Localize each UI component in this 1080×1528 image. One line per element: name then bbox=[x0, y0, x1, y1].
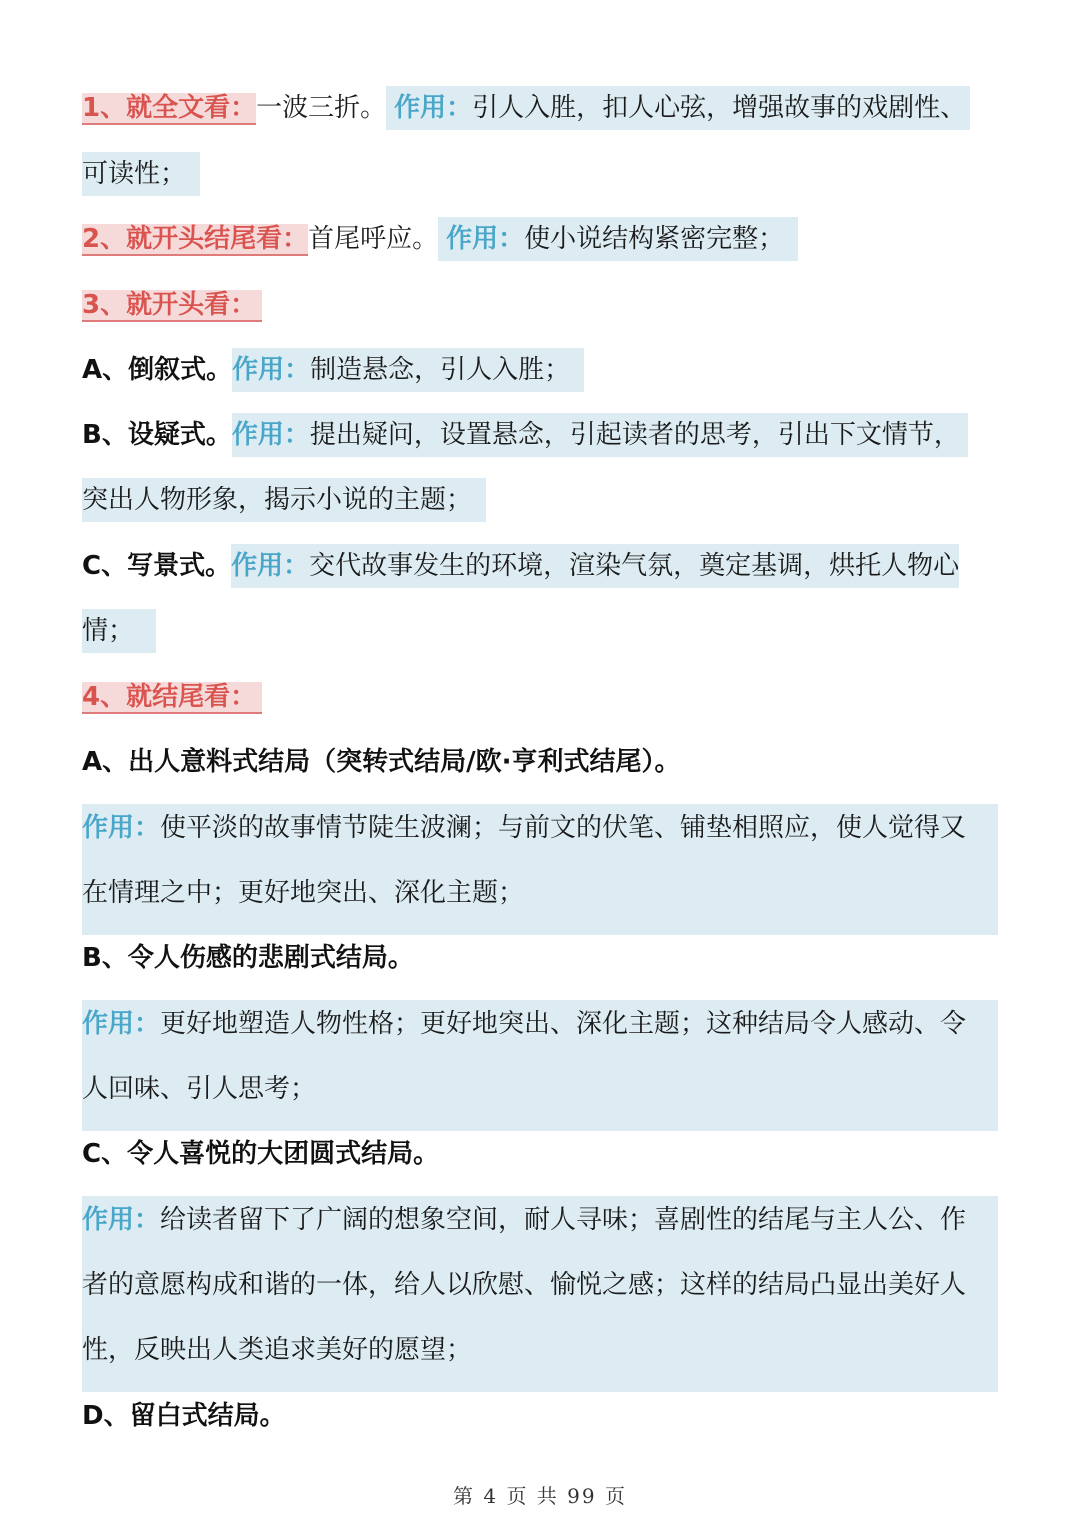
effect-label: 作用： bbox=[82, 1009, 161, 1039]
ending-d-title: D、留白式结局。 bbox=[82, 1401, 286, 1431]
section-1-effect-cont: 可读性； bbox=[82, 152, 200, 196]
section-3-line bbox=[82, 283, 262, 327]
effect-label: 作用： bbox=[394, 93, 473, 123]
opening-a-line bbox=[82, 348, 584, 392]
opening-a-effect bbox=[232, 348, 584, 392]
section-2-line bbox=[82, 217, 798, 261]
effect-text: 给读者留下了广阔的想象空间，耐人寻味；喜剧性的结尾与主人公、作 bbox=[160, 1205, 967, 1235]
effect-text: 交代故事发生的环境，渲染气氛，奠定基调，烘托人物心 bbox=[309, 551, 960, 581]
ending-c-title: C、令人喜悦的大团圆式结局。 bbox=[82, 1139, 440, 1169]
page-footer: 第 4 页 共 99 页 bbox=[453, 1484, 627, 1508]
opening-b-line-2 bbox=[82, 478, 486, 522]
effect-text: 制造悬念，引人入胜； bbox=[310, 355, 571, 385]
section-1-heading: 1、就全文看： bbox=[82, 93, 257, 123]
opening-b-line bbox=[82, 413, 968, 457]
effect-label: 作用： bbox=[82, 813, 161, 843]
section-2-text: 首尾呼应。 bbox=[308, 224, 439, 254]
opening-c-line-2 bbox=[82, 609, 156, 653]
ending-a-effect-line-1 bbox=[82, 806, 966, 850]
effect-label: 作用： bbox=[82, 1205, 161, 1235]
effect-text: 引人入胜，扣人心弦，增强故事的戏剧性、 bbox=[472, 93, 967, 123]
ending-b-title: B、令人伤感的悲剧式结局。 bbox=[82, 943, 414, 973]
opening-c-line bbox=[82, 544, 959, 588]
opening-c-effect bbox=[231, 544, 959, 588]
opening-b-effect-cont: 突出人物形象，揭示小说的主题； bbox=[82, 478, 486, 522]
section-4-heading: 4、就结尾看： bbox=[82, 682, 262, 714]
ending-a-effect-block bbox=[82, 804, 998, 935]
effect-text: 使平淡的故事情节陡生波澜；与前文的伏笔、铺垫相照应，使人觉得又 bbox=[160, 813, 967, 843]
ending-a-title: A、出人意料式结局（突转式结局/欧·亨利式结尾）。 bbox=[82, 747, 681, 777]
opening-b-effect bbox=[232, 413, 968, 457]
section-1-text: 一波三折。 bbox=[256, 93, 387, 123]
ending-c-effect-line-1 bbox=[82, 1198, 966, 1242]
ending-b-effect-line-2: 人回味、引人思考； bbox=[82, 1074, 317, 1104]
effect-text: 更好地塑造人物性格；更好地突出、深化主题；这种结局令人感动、令 bbox=[160, 1009, 967, 1039]
ending-c-effect-block bbox=[82, 1196, 998, 1392]
opening-b-title: B、设疑式。 bbox=[82, 420, 232, 450]
section-1-line bbox=[82, 86, 970, 130]
section-4-line bbox=[82, 675, 262, 719]
section-2-heading: 2、就开头结尾看： bbox=[82, 224, 309, 254]
section-1-line-2 bbox=[82, 152, 200, 196]
ending-b-effect-line-1 bbox=[82, 1002, 966, 1046]
effect-text: 提出疑问，设置悬念，引起读者的思考，引出下文情节， bbox=[309, 420, 960, 450]
effect-text: 使小说结构紧密完整； bbox=[524, 224, 785, 254]
effect-label: 作用： bbox=[446, 224, 525, 254]
ending-b-effect-block bbox=[82, 1000, 998, 1131]
opening-c-title: C、写景式。 bbox=[82, 551, 232, 581]
effect-label: 作用： bbox=[231, 551, 310, 581]
ending-c-effect-line-2: 者的意愿构成和谐的一体，给人以欣慰、愉悦之感；这样的结局凸显出美好人 bbox=[82, 1270, 967, 1300]
ending-c-effect-line-3: 性，反映出人类追求美好的愿望； bbox=[82, 1335, 473, 1365]
section-2-effect bbox=[438, 217, 798, 261]
section-3-heading: 3、就开头看： bbox=[82, 290, 262, 322]
ending-a-effect-line-2: 在情理之中；更好地突出、深化主题； bbox=[82, 878, 525, 908]
section-1-effect bbox=[386, 86, 970, 130]
effect-label: 作用： bbox=[232, 355, 311, 385]
effect-label: 作用： bbox=[231, 420, 310, 450]
opening-a-title: A、倒叙式。 bbox=[82, 355, 233, 385]
opening-c-effect-cont: 情； bbox=[82, 609, 156, 653]
